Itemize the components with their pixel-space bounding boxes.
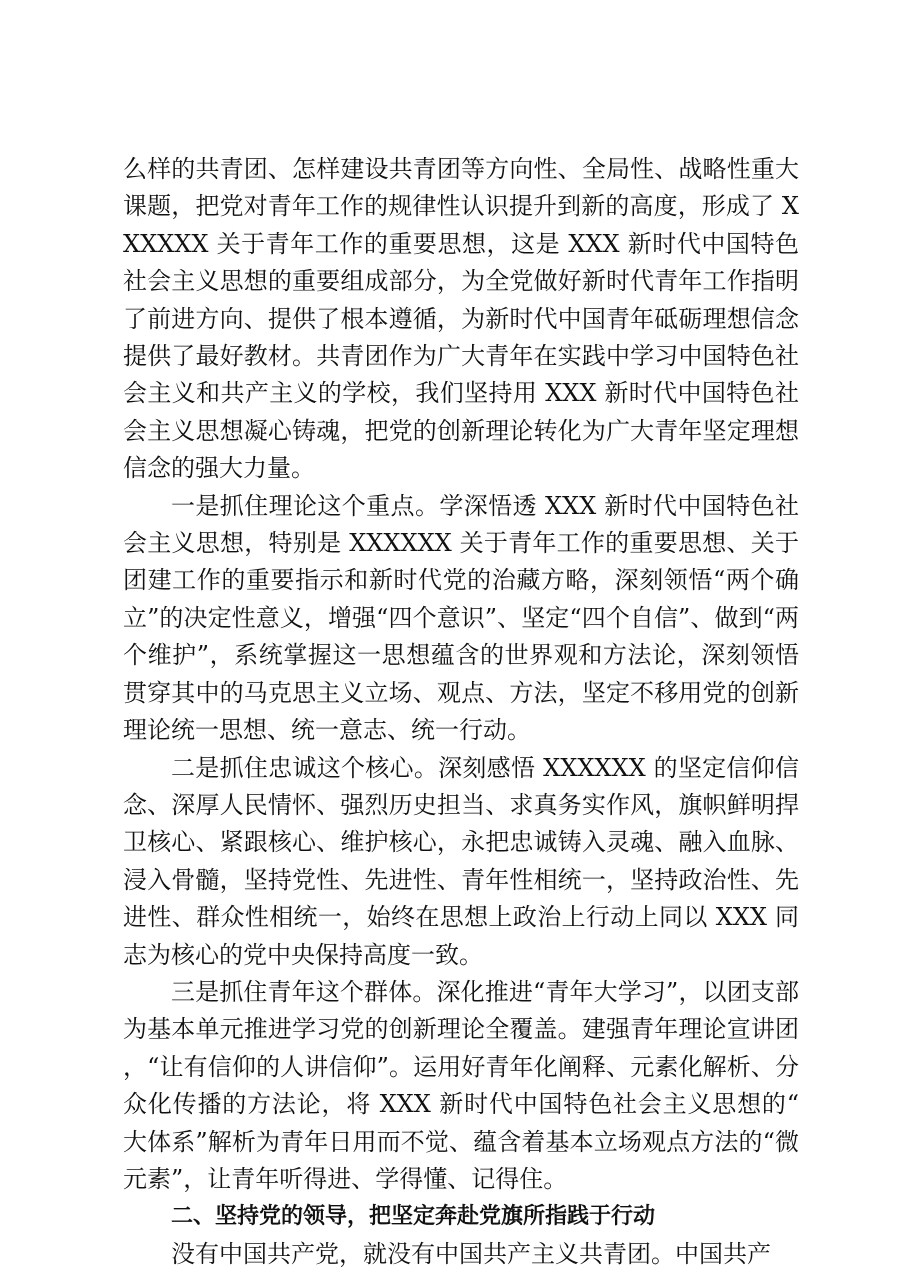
section-heading: 二、坚持党的领导，把坚定奔赴党旗所指践于行动: [171, 1204, 656, 1230]
body-paragraph-youth: 三是抓住青年这个群体。深化推进“青年大学习”，以团支部为基本单元推进学习党的创新理论全覆盖。建强青年理论宣讲团，“让有信仰的人讲信仰”。运用好青年化阐释、元素化解析、分众化传播的方法论，将 XXX 新时代中国特色社会主义思想的“大体系”解析为青年日用而不觉、蕴含着基本立场观点方法的“微元素”，让青年听得进、学得懂、记得住。: [123, 977, 799, 1193]
document-body: [123, 151, 799, 1273]
body-paragraph-continuation: 么样的共青团、怎样建设共青团等方向性、全局性、战略性重大课题，把党对青年工作的规律性认识提升到新的高度，形成了 XXXXXX 关于青年工作的重要思想，这是 XXX 新时代中国特色社会主义思想的重要组成部分，为全党做好新时代青年工作指明了前进方向、提供了根本遵循，为新时代中国青年砥砺理想信念提供了最好教材。共青团作为广大青年在实践中学习中国特色社会主义和共产主义的学校，我们坚持用 XXX 新时代中国特色社会主义思想凝心铸魂，把党的创新理论转化为广大青年坚定理想信念的强大力量。: [123, 155, 799, 483]
body-paragraph-final: 没有中国共产党，就没有中国共产主义共青团。中国共产: [171, 1239, 771, 1268]
body-paragraph-theory: 一是抓住理论这个重点。学深悟透 XXX 新时代中国特色社会主义思想，特别是 XXXXXX 关于青年工作的重要思想、关于团建工作的重要指示和新时代党的治藏方略，深刻领悟“两个确立”的决定性意义，增强“四个意识”、坚定“四个自信”、做到“两个维护”，系统掌握这一思想蕴含的世界观和方法论，深刻领悟贯穿其中的马克思主义立场、观点、方法，坚定不移用党的创新理论统一思想、统一意志、统一行动。: [123, 491, 799, 745]
body-paragraph-loyalty: 二是抓住忠诚这个核心。深刻感悟 XXXXXX 的坚定信仰信念、深厚人民情怀、强烈历史担当、求真务实作风，旗帜鲜明捍卫核心、紧跟核心、维护核心，永把忠诚铸入灵魂、融入血脉、浸入骨髓，坚持党性、先进性、青年性相统一，坚持政治性、先进性、群众性相统一，始终在思想上政治上行动上同以 XXX 同志为核心的党中央保持高度一致。: [123, 753, 799, 969]
